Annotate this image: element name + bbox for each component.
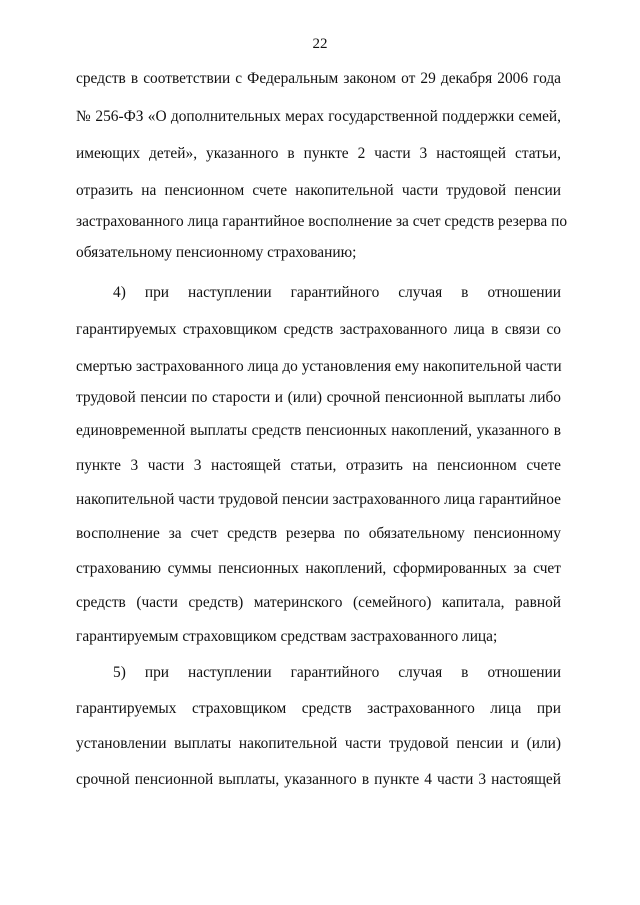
text-line: застрахованного лица гарантийное восполнение за счет средств резерва по xyxy=(76,213,568,230)
text-line: средств (части средств) материнского (семейного) капитала, равной xyxy=(76,594,561,611)
text-line: имеющих детей», указанного в пункте 2 части 3 настоящей статьи, xyxy=(76,145,561,162)
text-line: средств в соответствии с Федеральным законом от 29 декабря 2006 года xyxy=(76,70,561,87)
text-line: № 256-ФЗ «О дополнительных мерах государственной поддержки семей, xyxy=(76,108,561,125)
text-line: установлении выплаты накопительной части трудовой пенсии и (или) xyxy=(76,735,561,752)
list-item-5-start: 5) при наступлении гарантийного случая в отношении xyxy=(113,664,561,681)
text-line: гарантируемых страховщиком средств застрахованного лица в связи со xyxy=(76,321,561,338)
text-line: отразить на пенсионном счете накопительной части трудовой пенсии xyxy=(76,182,561,199)
text-line: накопительной части трудовой пенсии застрахованного лица гарантийное xyxy=(76,491,561,508)
text-line: пункте 3 части 3 настоящей статьи, отразить на пенсионном счете xyxy=(76,457,561,474)
text-line: срочной пенсионной выплаты, указанного в пункте 4 части 3 настоящей xyxy=(76,771,561,788)
text-line: гарантируемых страховщиком средств застрахованного лица при xyxy=(76,700,561,717)
text-line: смертью застрахованного лица до установления ему накопительной части xyxy=(76,358,562,375)
page-number: 22 xyxy=(312,36,328,52)
text-line: страхованию суммы пенсионных накоплений, сформированных за счет xyxy=(76,560,561,577)
text-line: трудовой пенсии по старости и (или) срочной пенсионной выплаты либо xyxy=(76,389,561,406)
text-line: восполнение за счет средств резерва по обязательному пенсионному xyxy=(76,525,561,542)
text-line: единовременной выплаты средств пенсионных накоплений, указанного в xyxy=(76,422,561,439)
text-line: обязательному пенсионному страхованию; xyxy=(76,244,357,261)
text-line: гарантируемым страховщиком средствам застрахованного лица; xyxy=(76,628,498,645)
list-item-4-start: 4) при наступлении гарантийного случая в отношении xyxy=(113,284,561,301)
